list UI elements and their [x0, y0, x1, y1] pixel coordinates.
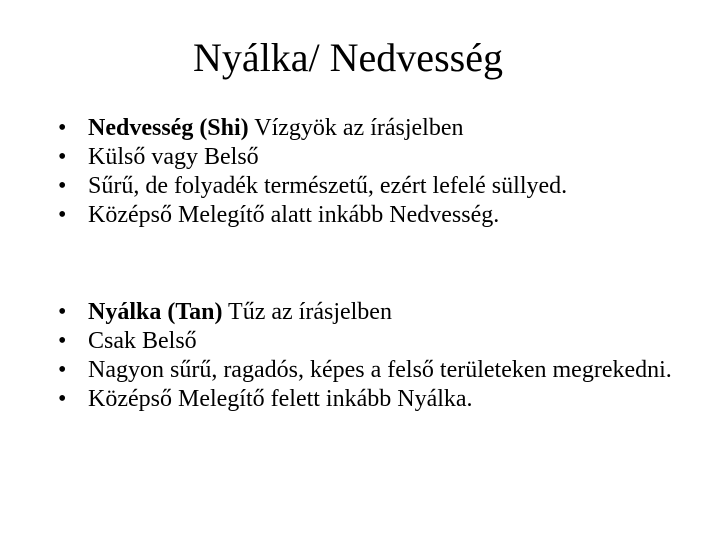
bullet-text: Vízgyök az írásjelben: [248, 115, 464, 141]
bullet-text: Külső vagy Belső: [88, 144, 259, 170]
list-item: [58, 356, 698, 385]
list-item: [58, 298, 698, 327]
list-item: [58, 385, 698, 414]
list-item: [58, 172, 698, 201]
bullet-list-moisture: [58, 114, 698, 230]
bullet-icon: •: [58, 144, 67, 170]
bullet-list-phlegm: [58, 298, 698, 414]
bullet-icon: •: [58, 202, 67, 228]
list-item: [58, 143, 698, 172]
bullet-bold-text: Nyálka (Tan): [88, 299, 223, 325]
bullet-icon: •: [58, 328, 67, 354]
bullet-text: Középső Melegítő alatt inkább Nedvesség.: [88, 202, 500, 228]
list-item: [58, 201, 698, 230]
slide-title: Nyálka/ Nedvesség: [193, 35, 503, 80]
bullet-icon: •: [58, 115, 67, 141]
bullet-icon: •: [58, 386, 67, 412]
bullet-text: Sűrű, de folyadék természetű, ezért lefelé süllyed.: [88, 173, 568, 199]
bullet-text: Középső Melegítő felett inkább Nyálka.: [88, 386, 473, 412]
bullet-text: Nagyon sűrű, ragadós, képes a felső területeken megrekedni.: [88, 357, 672, 383]
bullet-icon: •: [58, 357, 67, 383]
bullet-text: Tűz az írásjelben: [222, 299, 392, 325]
bullet-text: Csak Belső: [88, 328, 197, 354]
bullet-bold-text: Nedvesség (Shi): [88, 115, 249, 141]
bullet-icon: •: [58, 299, 67, 325]
bullet-icon: •: [58, 173, 67, 199]
list-item: [58, 114, 698, 143]
list-item: [58, 327, 698, 356]
